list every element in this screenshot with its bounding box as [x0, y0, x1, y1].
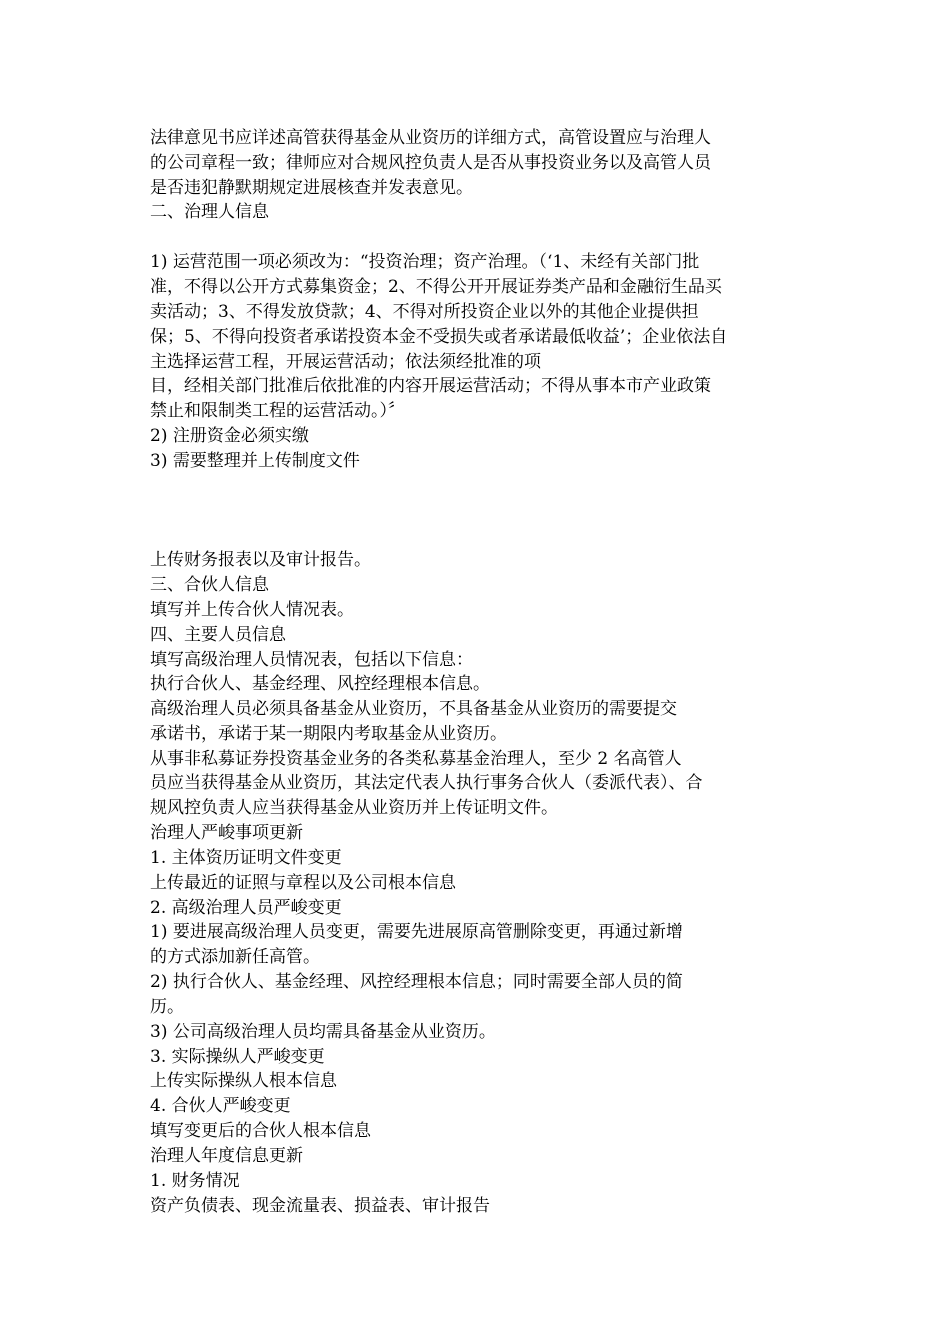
text-line: 法律意见书应详述高管获得基金从业资历的详细方式，高管设置应与治理人: [150, 128, 711, 148]
text-line: 的公司章程一致；律师应对合规风控负责人是否从事投资业务以及高管人员: [150, 153, 711, 173]
text-line: 规风控负责人应当获得基金从业资历并上传证明文件。: [150, 798, 558, 818]
section-heading: 治理人年度信息更新: [150, 1146, 303, 1166]
text-line: 上传财务报表以及审计报告。: [150, 550, 371, 570]
section-heading: 三、合伙人信息: [150, 575, 269, 595]
text-line: 的方式添加新任高管。: [150, 947, 320, 967]
text-line: 卖活动；3、不得发放贷款；4、不得对所投资企业以外的其他企业提供担: [150, 302, 699, 322]
text-line: 员应当获得基金从业资历，其法定代表人执行事务合伙人（委派代表）、合: [150, 773, 703, 793]
text-line: 上传最近的证照与章程以及公司根本信息: [150, 873, 456, 893]
text-line: 资产负债表、现金流量表、损益表、审计报告: [150, 1196, 490, 1216]
section-heading: 二、治理人信息: [150, 202, 269, 222]
text-line: 从事非私募证券投资基金业务的各类私募基金治理人，至少 2 名高管人: [150, 749, 682, 769]
text-line: 填写高级治理人员情况表，包括以下信息：: [150, 650, 473, 670]
text-line: 目，经相关部门批准后依批准的内容开展运营活动；不得从事本市产业政策: [150, 376, 711, 396]
text-line: 1. 主体资历证明文件变更: [150, 848, 342, 868]
text-line: 3) 需要整理并上传制度文件: [150, 451, 360, 471]
text-line: 承诺书，承诺于某一期限内考取基金从业资历。: [150, 724, 507, 744]
text-line: 上传实际操纵人根本信息: [150, 1071, 337, 1091]
text-line: 4. 合伙人严峻变更: [150, 1096, 291, 1116]
text-line: 填写变更后的合伙人根本信息: [150, 1121, 371, 1141]
text-line: 1) 运营范围一项必须改为：“投资治理；资产治理。（‘1、未经有关部门批: [150, 252, 700, 272]
text-line: 填写并上传合伙人情况表。: [150, 600, 354, 620]
text-line: 2) 注册资金必须实缴: [150, 426, 309, 446]
text-line: 3. 实际操纵人严峻变更: [150, 1047, 325, 1067]
text-line: 2. 高级治理人员严峻变更: [150, 898, 342, 918]
text-line: 保；5、不得向投资者承诺投资本金不受损失或者承诺最低收益’；企业依法自: [150, 327, 728, 347]
text-line: 准，不得以公开方式募集资金；2、不得公开开展证券类产品和金融衍生品买: [150, 277, 722, 297]
text-line: 1) 要进展高级治理人员变更，需要先进展原高管删除变更，再通过新增: [150, 922, 683, 942]
text-line: 主选择运营工程，开展运营活动；依法须经批准的项: [150, 352, 541, 372]
text-line: 3) 公司高级治理人员均需具备基金从业资历。: [150, 1022, 496, 1042]
section-heading: 治理人严峻事项更新: [150, 823, 303, 843]
text-line: 是否违犯静默期规定进展核查并发表意见。: [150, 178, 473, 198]
text-line: 禁止和限制类工程的运营活动。）〞: [150, 401, 405, 421]
text-line: 1. 财务情况: [150, 1171, 240, 1191]
section-heading: 四、主要人员信息: [150, 625, 286, 645]
text-line: 历。: [150, 997, 184, 1017]
text-line: 执行合伙人、基金经理、风控经理根本信息。: [150, 674, 490, 694]
text-line: 高级治理人员必须具备基金从业资历，不具备基金从业资历的需要提交: [150, 699, 677, 719]
text-line: 2) 执行合伙人、基金经理、风控经理根本信息；同时需要全部人员的简: [150, 972, 683, 992]
